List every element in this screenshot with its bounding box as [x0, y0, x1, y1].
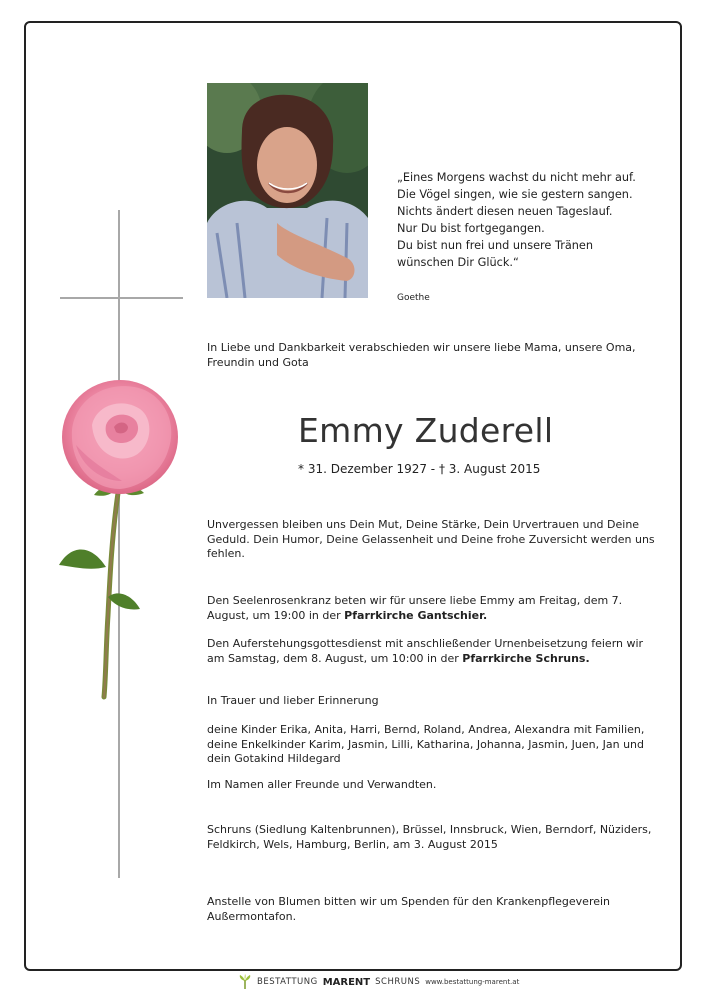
cross-horizontal-beam: [60, 297, 183, 299]
footer-brand: BESTATTUNG: [257, 977, 318, 987]
donation-note: Anstelle von Blumen bitten wir um Spenden für den Krankenpflegeverein Außermontafon.: [207, 895, 611, 923]
family-list: deine Kinder Erika, Anita, Harri, Bernd, Roland, Andrea, Alexandra mit Familien, deine Enkelkinder Karim, Jasmin, Lilli, Katharina, Johanna, Jasmin, Juen, Jan und dein Gotakind Hildegard: [207, 723, 645, 765]
rosary-text: Den Seelenrosenkranz beten wir für unsere liebe Emmy am Freitag, dem 7. August, um 19:00 in der: [207, 594, 623, 622]
location-line: Schruns (Siedlung Kaltenbrunnen), Brüssel, Innsbruck, Wien, Berndorf, Nüziders, Feldkirch, Wels, Hamburg, Berlin, am 3. August 2015: [207, 823, 652, 851]
service-church: Pfarrkirche Schruns.: [462, 651, 590, 665]
footer-town: SCHRUNS: [375, 977, 421, 987]
friends-line: Im Namen aller Freunde und Verwandten.: [207, 778, 437, 791]
footer-url[interactable]: www.bestattung-marent.at: [425, 978, 520, 986]
quote-line: Nichts ändert diesen neuen Tageslauf.: [397, 205, 613, 218]
quote-line: Die Vögel singen, wie sie gestern sangen.: [397, 188, 633, 201]
rosary-church: Pfarrkirche Gantschier.: [344, 608, 488, 622]
goethe-quote: [397, 169, 636, 271]
intro-text: In Liebe und Dankbarkeit verabschieden wir unsere liebe Mama, unsere Oma, Freundin und Gota: [207, 341, 636, 369]
tribute-text: Unvergessen bleiben uns Dein Mut, Deine Stärke, Dein Urvertrauen und Deine Geduld. Dein Humor, Deine Gelassenheit und Deine frohe Zuversicht werden uns fehlen.: [207, 518, 655, 560]
mourning-line: In Trauer und lieber Erinnerung: [207, 694, 379, 707]
quote-author: Goethe: [397, 293, 430, 303]
footer-branding: [238, 973, 519, 991]
deceased-name: Emmy Zuderell: [298, 411, 554, 450]
quote-line: Nur Du bist fortgegangen.: [397, 222, 545, 235]
rosary-announcement: [207, 594, 657, 623]
lily-logo-icon: [238, 974, 252, 990]
service-text: Den Auferstehungsgottesdienst mit anschließender Urnenbeisetzung feiern wir am Samstag, dem 8. August, um 10:00 in der: [207, 637, 644, 665]
service-announcement: [207, 637, 657, 666]
footer-company: MARENT: [322, 976, 371, 988]
rose-illustration: [52, 375, 187, 705]
quote-line: „Eines Morgens wachst du nicht mehr auf.: [397, 171, 636, 184]
quote-line: wünschen Dir Glück.“: [397, 256, 519, 269]
quote-line: Du bist nun frei und unsere Tränen: [397, 239, 594, 252]
portrait-photo: [207, 83, 368, 298]
life-dates: * 31. Dezember 1927 - † 3. August 2015: [298, 462, 541, 476]
